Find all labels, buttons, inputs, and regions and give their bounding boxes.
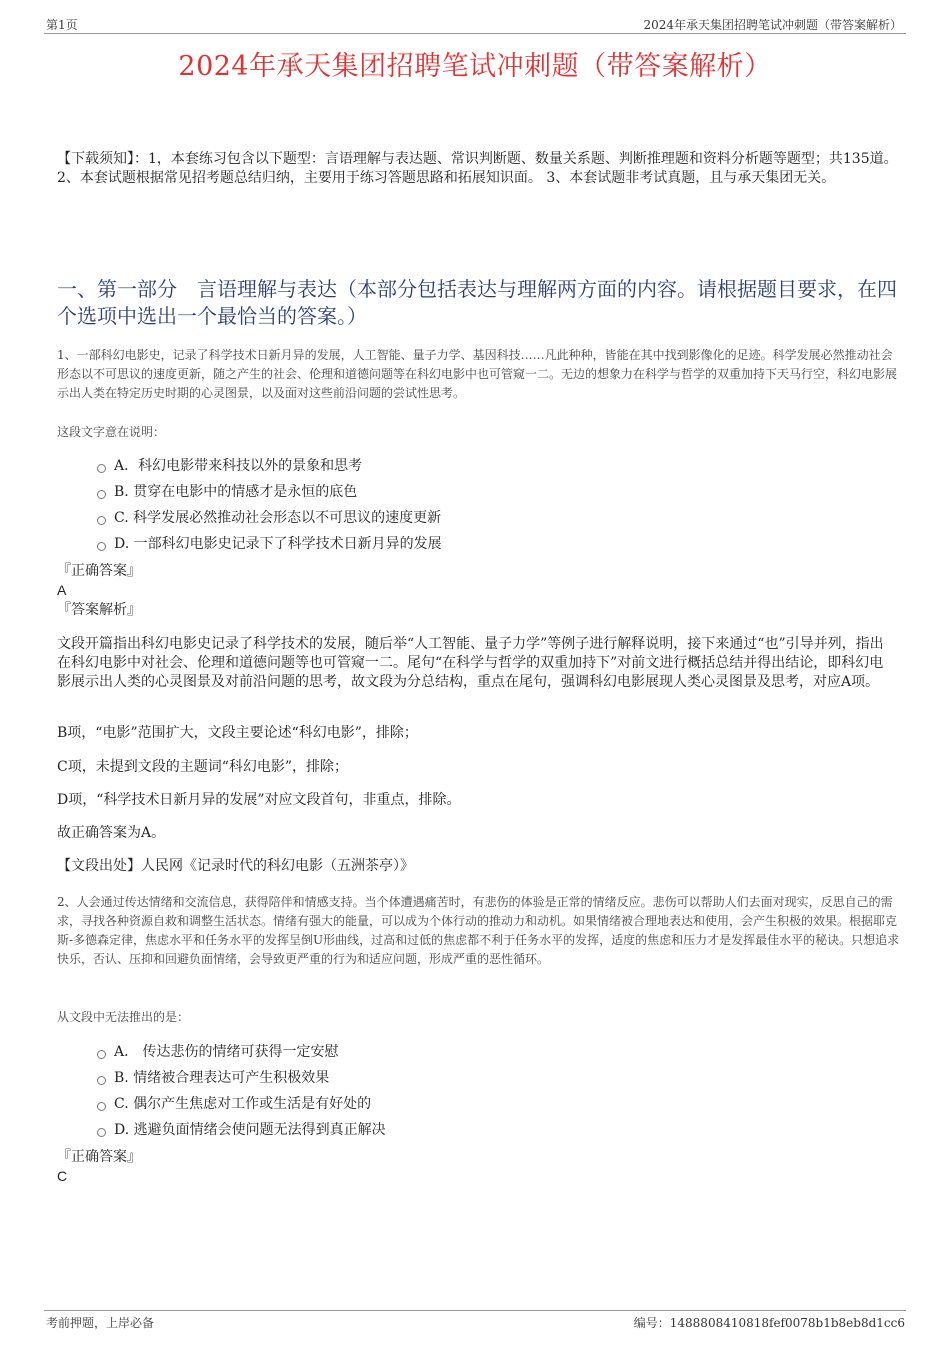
option-label: A． 传达悲伤的情绪可获得一定安慰 xyxy=(114,1044,339,1060)
q1-note-b: B项，“电影”范围扩大，文段主要论述“科幻电影”，排除； xyxy=(57,725,418,741)
q2-option-b[interactable] xyxy=(97,1068,329,1088)
q1-option-b[interactable] xyxy=(97,482,357,502)
q1-option-c[interactable] xyxy=(97,508,441,528)
radio-icon[interactable] xyxy=(97,1050,106,1059)
page-title: 2024年承天集团招聘笔试冲刺题（带答案解析） xyxy=(178,51,772,82)
download-notice: 【下载须知】：1，本套练习包含以下题型：言语理解与表达题、常识判断题、数量关系题、判断推理题和资料分析题等题型；共135道。 2、本套试题根据常见招考题总结归纳，主要用于练习答题思路和拓展知识面。 3、本套试题非考试真题，且与承天集团无关。 xyxy=(57,151,898,186)
q1-option-d[interactable] xyxy=(97,534,442,554)
footer-slogan: 考前押题，上岸必备 xyxy=(46,1316,155,1330)
radio-icon[interactable] xyxy=(97,490,106,499)
option-label: B. 贯穿在电影中的情感才是永恒的底色 xyxy=(114,484,358,500)
q1-note-c: C项，未提到文段的主题词“科幻电影”，排除； xyxy=(57,759,349,775)
question-2-stem: 从文段中无法推出的是： xyxy=(57,1010,190,1024)
radio-icon[interactable] xyxy=(97,542,106,551)
header-divider xyxy=(44,33,906,34)
q1-note-d: D项，“科学技术日新月异的发展”对应文段首句，非重点，排除。 xyxy=(57,792,461,808)
running-title: 2024年承天集团招聘笔试冲刺题（带答案解析） xyxy=(643,18,902,32)
option-label: D. 一部科幻电影史记录下了科学技术日新月异的发展 xyxy=(114,536,442,552)
footer-divider xyxy=(44,1310,906,1311)
option-label: C. 偶尔产生焦虑对工作或生活是有好处的 xyxy=(114,1096,372,1112)
q1-source: 【文段出处】人民网《记录时代的科幻电影（五洲茶亭）》 xyxy=(57,858,414,874)
radio-icon[interactable] xyxy=(97,1102,106,1111)
q2-option-d[interactable] xyxy=(97,1120,386,1140)
q1-answer-label: 『正确答案』 xyxy=(57,563,141,579)
q1-conclusion: 故正确答案为A。 xyxy=(57,825,166,841)
q1-option-a[interactable] xyxy=(97,456,362,476)
page-number: 第1页 xyxy=(46,18,78,32)
q2-option-a[interactable] xyxy=(97,1042,339,1062)
question-1-passage: 1、一部科幻电影史，记录了科学技术日新月异的发展，人工智能、量子力学、基因科技……凡此种种，皆能在其中找到影像化的足迹。科学发展必然推动社会形态以不可思议的速度更新，随之产生的社会、伦理和道德问题等在科幻电影中也可管窥一二。无边的想象力在科学与哲学的双重加持下天马行空，科幻电影展示出人类在特定历史时期的心灵图景，以及面对这些前沿问题的尝试性思考。 xyxy=(57,348,898,400)
question-2-passage: 2、人会通过传达情绪和交流信息，获得陪伴和情感支持。当个体遭遇痛苦时，有悲伤的体验是正常的情绪反应。悲伤可以帮助人们去面对现实，反思自己的需求，寻找各种资源自救和调整生活状态。情绪有强大的能量，可以成为个体行动的推动力和动机。如果情绪被合理地表达和使用，会产生积极的效果。根据耶克斯-多德森定律，焦虑水平和任务水平的发挥呈倒U形曲线，过高和过低的焦虑都不利于任务水平的发挥，适度的焦虑和压力才是发挥最佳水平的秘诀。只想追求快乐，否认、压抑和回避负面情绪，会导致更严重的行为和适应问题，形成严重的恶性循环。 xyxy=(57,895,900,966)
radio-icon[interactable] xyxy=(97,1076,106,1085)
option-label: D. 逃避负面情绪会使问题无法得到真正解决 xyxy=(114,1122,386,1138)
q2-answer: C xyxy=(57,1168,68,1184)
q1-answer: A xyxy=(57,582,67,598)
radio-icon[interactable] xyxy=(97,516,106,525)
option-label: C. 科学发展必然推动社会形态以不可思议的速度更新 xyxy=(114,510,442,526)
radio-icon[interactable] xyxy=(97,464,106,473)
option-label: A．科幻电影带来科技以外的景象和思考 xyxy=(114,458,363,474)
q2-answer-label: 『正确答案』 xyxy=(57,1149,141,1165)
q1-analysis: 文段开篇指出科幻电影史记录了科学技术的发展，随后举“人工智能、量子力学”等例子进行解释说明，接下来通过“也”引导并列，指出在科幻电影中对社会、伦理和道德问题等也可管窥一二。尾句“在科学与哲学的双重加持下”对前文进行概括总结并得出结论，即科幻电影展示出人类的心灵图景及对前沿问题的思考，故文段为分总结构，重点在尾句，强调科幻电影展现人类心灵图景及思考，对应A项。 xyxy=(57,636,884,690)
option-label: B. 情绪被合理表达可产生积极效果 xyxy=(114,1070,330,1086)
q2-option-c[interactable] xyxy=(97,1094,371,1114)
question-1-stem: 这段文字意在说明： xyxy=(57,425,166,439)
radio-icon[interactable] xyxy=(97,1128,106,1137)
document-id: 编号：1488808410818fef0078b1b8eb8d1cc6 xyxy=(633,1316,905,1330)
section-heading: 一、第一部分 言语理解与表达（本部分包括表达与理解两方面的内容。请根据题目要求，在四个选项中选出一个最恰当的答案。） xyxy=(57,277,897,328)
q1-analysis-label: 『答案解析』 xyxy=(57,602,141,618)
